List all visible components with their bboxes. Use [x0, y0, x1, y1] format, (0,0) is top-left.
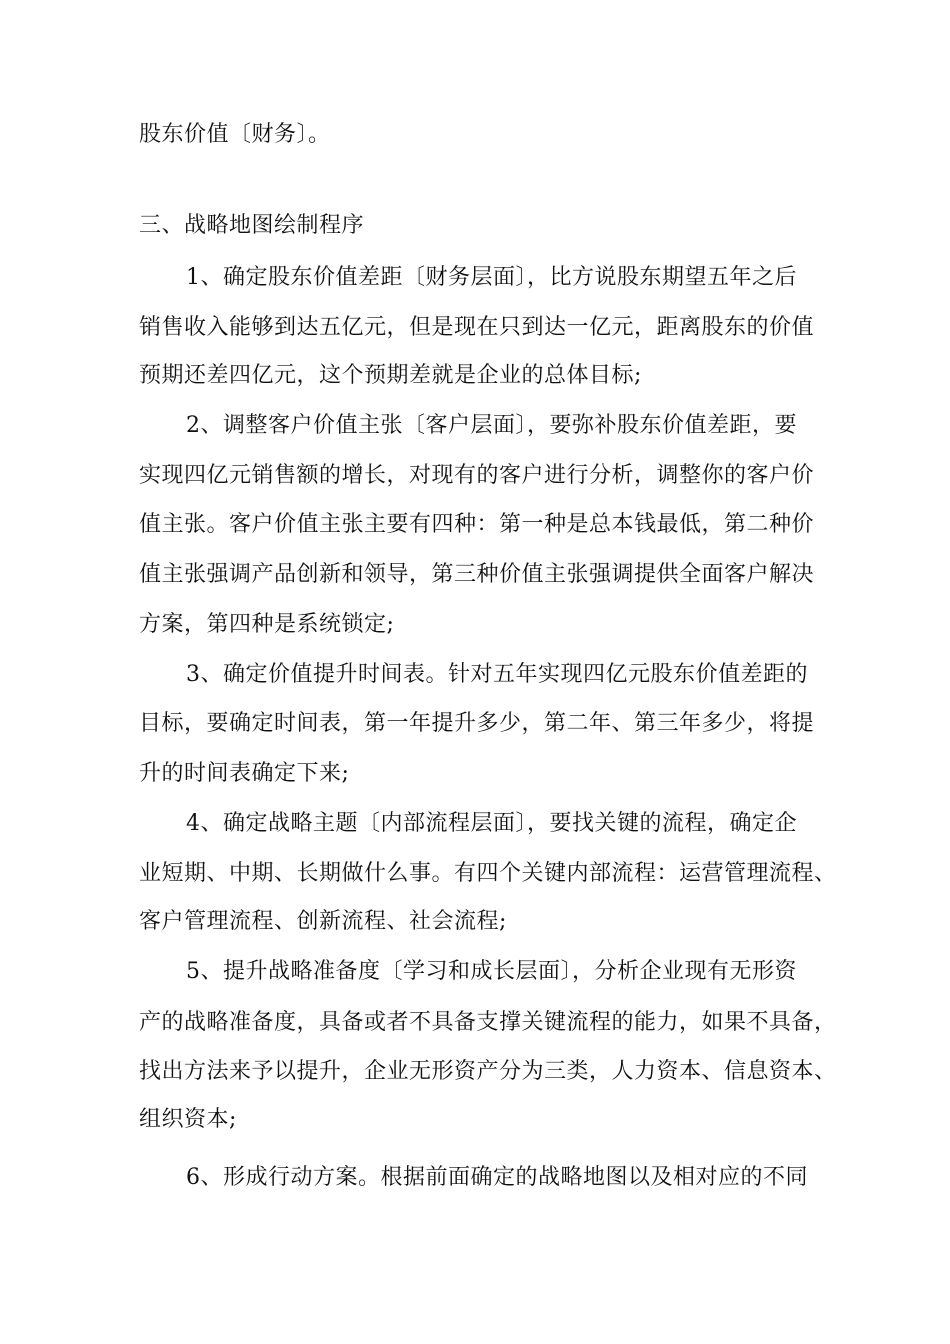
paragraph-line: 目标，要确定时间表，第一年提升多少，第二年、第三年多少，将提: [139, 711, 815, 736]
paragraph-line: 找出方法来予以提升，企业无形资产分为三类，人力资本、信息资本、: [139, 1059, 837, 1084]
paragraph-line: 组织资本;: [139, 1107, 237, 1132]
section-heading: 三、战略地图绘制程序: [139, 213, 365, 238]
paragraph-line: 1、确定股东价值差距〔财务层面〕，比方说股东期望五年之后: [186, 265, 797, 290]
paragraph-line: 业短期、中期、长期做什么事。有四个关键内部流程：运营管理流程、: [139, 861, 837, 886]
paragraph-line: 客户管理流程、创新流程、社会流程;: [139, 909, 507, 934]
paragraph-line: 实现四亿元销售额的增长，对现有的客户进行分析，调整你的客户价: [139, 463, 815, 488]
paragraph-line: 3、确定价值提升时间表。针对五年实现四亿元股东价值差距的: [186, 662, 808, 687]
paragraph-line: 股东价值〔财务〕。: [139, 122, 331, 147]
paragraph-line: 6、形成行动方案。根据前面确定的战略地图以及相对应的不同: [186, 1165, 808, 1190]
paragraph-line: 值主张强调产品创新和领导，第三种价值主张强调提供全面客户解决: [139, 562, 815, 587]
paragraph-line: 5、提升战略准备度〔学习和成长层面〕，分析企业现有无形资: [186, 959, 797, 984]
paragraph-line: 2、调整客户价值主张〔客户层面〕，要弥补股东价值差距，要: [186, 413, 797, 438]
paragraph-line: 产的战略准备度，具备或者不具备支撑关键流程的能力，如果不具备，: [139, 1010, 837, 1035]
paragraph-line: 方案，第四种是系统锁定;: [139, 612, 395, 637]
paragraph-line: 升的时间表确定下来;: [139, 761, 350, 786]
paragraph-line: 销售收入能够到达五亿元，但是现在只到达一亿元，距离股东的价值: [139, 315, 815, 340]
paragraph-line: 预期还差四亿元，这个预期差就是企业的总体目标;: [139, 363, 642, 388]
paragraph-line: 4、确定战略主题〔内部流程层面〕，要找关键的流程，确定企: [186, 811, 797, 836]
paragraph-line: 值主张。客户价值主张主要有四种：第一种是总本钱最低，第二种价: [139, 512, 815, 537]
